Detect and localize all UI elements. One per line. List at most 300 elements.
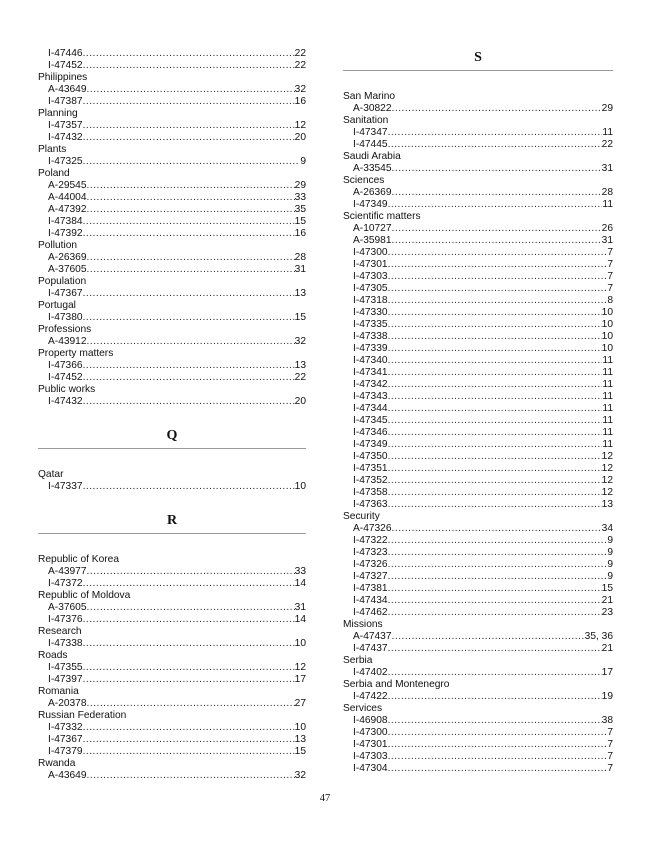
dot-leader [388,427,603,439]
index-entry [343,727,613,739]
entry-page: 10 [601,331,613,342]
entry-page: 13 [294,288,306,299]
index-entry [343,331,613,343]
dot-leader [83,481,295,493]
entry-page: 9 [300,156,306,167]
entry-code: I-47300 [353,727,388,738]
entry-code: I-47379 [48,746,83,757]
index-entry [38,372,306,384]
dot-leader [388,499,602,511]
dot-leader [83,96,295,108]
entry-page: 9 [607,559,613,570]
index-entry [38,566,306,578]
index-entry [343,235,613,247]
entry-code: I-47344 [353,403,388,414]
index-entry [343,535,613,547]
index-entry [38,734,306,746]
dot-leader [388,691,602,703]
index-entry [38,578,306,590]
entry-page: 10 [294,481,306,492]
entry-page: 33 [294,566,306,577]
entry-code: A-26369 [353,187,392,198]
index-entry [343,487,613,499]
dot-leader [388,127,603,139]
entry-code: I-47432 [48,132,83,143]
entry-code: I-47342 [353,379,388,390]
entry-page: 7 [607,259,613,270]
entry-code: I-47434 [353,595,388,606]
index-entry [343,583,613,595]
dot-leader [83,578,295,590]
entry-code: A-37605 [48,264,87,275]
index-entry [38,698,306,710]
entry-code: I-47367 [48,288,83,299]
index-term: Professions [38,324,92,335]
index-term: Republic of Korea [38,554,119,565]
dot-leader [83,216,295,228]
entry-page: 31 [294,264,306,275]
index-group [343,511,613,619]
entry-page: 15 [294,746,306,757]
index-group [343,91,613,115]
index-entry [343,667,613,679]
entry-page: 7 [607,739,613,750]
dot-leader [388,367,603,379]
entry-page: 22 [294,372,306,383]
index-term: Scientific matters [343,211,421,222]
index-group [38,300,306,324]
entry-code: A-30822 [353,103,392,114]
entry-code: I-47332 [48,722,83,733]
dot-leader [83,120,295,132]
entry-page: 31 [601,163,613,174]
index-entry [343,307,613,319]
entry-page: 11 [602,391,613,402]
entry-page: 38 [601,715,613,726]
entry-page: 7 [607,727,613,738]
dot-leader [87,252,295,264]
entry-page: 29 [601,103,613,114]
entry-code: I-47346 [353,427,388,438]
letter-section [38,48,306,408]
dot-leader [392,631,585,643]
dot-leader [388,391,603,403]
entry-page: 32 [294,770,306,781]
index-group [38,686,306,710]
entry-code: I-47351 [353,463,388,474]
entry-page: 20 [294,396,306,407]
dot-leader [388,583,602,595]
index-entry [38,156,306,168]
entry-page: 22 [294,60,306,71]
letter-section [38,408,306,493]
index-entry [38,722,306,734]
entry-page: 7 [607,247,613,258]
index-group [38,108,306,144]
index-entry [343,547,613,559]
index-entry [343,379,613,391]
index-entry [343,715,613,727]
entry-code: I-47323 [353,547,388,558]
dot-leader [83,48,295,60]
index-term: Sanitation [343,115,389,126]
entry-page: 31 [601,235,613,246]
dot-leader [392,223,602,235]
dot-leader [87,770,295,782]
index-group [38,324,306,348]
dot-leader [83,396,295,408]
index-entry [343,415,613,427]
index-entry [343,283,613,295]
entry-code: A-35981 [353,235,392,246]
dot-leader [388,463,602,475]
index-entry [38,120,306,132]
entry-page: 32 [294,84,306,95]
entry-page: 35, 36 [584,631,613,642]
entry-code: I-47437 [353,643,388,654]
dot-leader [388,607,602,619]
entry-page: 8 [607,295,613,306]
entry-code: I-47349 [353,199,388,210]
dot-leader [83,734,295,746]
index-entry [343,163,613,175]
entry-code: A-37605 [48,602,87,613]
dot-leader [83,132,295,144]
index-entry [343,199,613,211]
entry-page: 15 [601,583,613,594]
entry-code: A-47437 [353,631,392,642]
index-entry [343,499,613,511]
entry-code: I-47318 [353,295,388,306]
index-group [38,144,306,168]
index-entry [38,96,306,108]
dot-leader [388,715,602,727]
index-entry [343,295,613,307]
index-entry [38,770,306,782]
index-entry [38,674,306,686]
entry-page: 27 [294,698,306,709]
index-term: Services [343,703,383,714]
index-entry [38,204,306,216]
entry-code: I-47452 [48,372,83,383]
index-entry [38,396,306,408]
index-entry [343,247,613,259]
index-term: Planning [38,108,78,119]
index-entry [38,336,306,348]
dot-leader [388,727,608,739]
dot-leader [388,595,602,607]
dot-leader [388,259,608,271]
entry-code: I-47392 [48,228,83,239]
entry-code: A-47326 [353,523,392,534]
entry-code: I-47322 [353,535,388,546]
index-group [38,650,306,686]
index-entry [38,602,306,614]
index-group [38,590,306,626]
index-entry [38,228,306,240]
entry-page: 11 [602,367,613,378]
index-entry [343,751,613,763]
entry-page: 12 [294,120,306,131]
index-entry [343,571,613,583]
dot-leader [388,739,608,751]
dot-leader [388,403,603,415]
entry-code: I-47349 [353,439,388,450]
entry-code: I-47350 [353,451,388,462]
index-group [343,703,613,775]
dot-leader [392,103,602,115]
dot-leader [83,372,295,384]
index-group [38,554,306,590]
entry-code: I-47358 [353,487,388,498]
dot-leader [87,264,295,276]
index-term: Research [38,626,82,637]
dot-leader [87,204,295,216]
dot-leader [388,343,602,355]
index-term: Roads [38,650,68,661]
entry-page: 19 [601,691,613,702]
dot-leader [392,235,602,247]
index-entry [38,638,306,650]
index-term: Republic of Moldova [38,590,131,601]
entry-code: A-33545 [353,163,392,174]
entry-page: 17 [294,674,306,685]
dot-leader [388,763,608,775]
index-entry [343,403,613,415]
index-entry [38,360,306,372]
entry-code: A-26369 [48,252,87,263]
entry-code: I-47446 [48,48,83,59]
entry-code: A-43649 [48,770,87,781]
index-entry [343,451,613,463]
index-entry [343,439,613,451]
dot-leader [87,566,295,578]
index-entry [343,223,613,235]
entry-code: I-47301 [353,739,388,750]
index-entry [343,139,613,151]
entry-page: 20 [294,132,306,143]
dot-leader [388,319,602,331]
entry-page: 22 [294,48,306,59]
index-entry [38,746,306,758]
index-group [38,626,306,650]
entry-code: I-47303 [353,271,388,282]
entry-code: I-47327 [353,571,388,582]
dot-leader [388,451,602,463]
entry-page: 23 [601,607,613,618]
index-term: Philippines [38,72,88,83]
index-entry [343,319,613,331]
dot-leader [388,247,608,259]
letter-heading: S [343,50,613,71]
index-term: Missions [343,619,383,630]
dot-leader [87,84,295,96]
index-entry [343,559,613,571]
dot-leader [388,751,608,763]
dot-leader [388,559,608,571]
index-entry [343,127,613,139]
index-entry [343,691,613,703]
letter-heading: Q [38,428,306,449]
entry-code: I-47384 [48,216,83,227]
index-group [38,348,306,384]
entry-page: 11 [602,379,613,390]
entry-page: 10 [294,638,306,649]
entry-code: I-47402 [353,667,388,678]
entry-page: 22 [601,139,613,150]
entry-code: I-47335 [353,319,388,330]
index-entry [38,48,306,60]
dot-leader [83,614,295,626]
dot-leader [83,60,295,72]
entry-code: I-47422 [353,691,388,702]
dot-leader [83,228,295,240]
entry-page: 13 [601,499,613,510]
dot-leader [83,360,295,372]
dot-leader [388,295,608,307]
index-group [343,655,613,679]
index-term: Saudi Arabia [343,151,401,162]
entry-page: 31 [294,602,306,613]
entry-code: A-43649 [48,84,87,95]
entry-code: A-47392 [48,204,87,215]
entry-code: I-47372 [48,578,83,589]
entry-page: 11 [602,355,613,366]
entry-page: 33 [294,192,306,203]
entry-code: I-47352 [353,475,388,486]
entry-code: I-47432 [48,396,83,407]
entry-page: 11 [602,415,613,426]
entry-code: I-47301 [353,259,388,270]
index-term: Rwanda [38,758,76,769]
dot-leader [388,199,603,211]
entry-page: 12 [601,451,613,462]
dot-leader [87,698,295,710]
entry-page: 13 [294,734,306,745]
entry-page: 10 [294,722,306,733]
dot-leader [388,535,608,547]
entry-page: 7 [607,751,613,762]
index-entry [343,595,613,607]
dot-leader [83,662,295,674]
entry-code: I-47363 [353,499,388,510]
dot-leader [388,667,602,679]
entry-page: 28 [601,187,613,198]
entry-code: I-47339 [353,343,388,354]
page-number: 47 [319,793,331,804]
entry-page: 32 [294,336,306,347]
index-group [343,211,613,511]
entry-page: 7 [607,283,613,294]
index-entry [343,607,613,619]
index-entry [343,631,613,643]
index-column-right [343,48,613,775]
entry-code: I-47337 [48,481,83,492]
entry-code: I-47300 [353,247,388,258]
index-term: Public works [38,384,96,395]
letter-section [343,50,613,775]
index-entry [38,481,306,493]
entry-code: I-47303 [353,751,388,762]
index-group [343,679,613,703]
entry-page: 11 [602,127,613,138]
index-entry [38,132,306,144]
dot-leader [83,746,295,758]
index-group [38,469,306,493]
entry-page: 12 [601,463,613,474]
dot-leader [388,475,602,487]
dot-leader [392,523,602,535]
index-entry [38,180,306,192]
index-entry [343,523,613,535]
entry-code: I-47347 [353,127,388,138]
entry-code: A-44004 [48,192,87,203]
index-entry [343,355,613,367]
index-entry [38,84,306,96]
dot-leader [388,283,608,295]
dot-leader [388,439,603,451]
index-column-left [38,48,306,782]
index-group [38,168,306,240]
entry-page: 10 [601,343,613,354]
entry-code: A-43912 [48,336,87,347]
entry-code: I-47326 [353,559,388,570]
entry-page: 7 [607,271,613,282]
entry-page: 28 [294,252,306,263]
index-entry [38,288,306,300]
index-term: Pollution [38,240,78,251]
entry-page: 11 [602,403,613,414]
entry-page: 11 [602,439,613,450]
entry-code: I-47325 [48,156,83,167]
dot-leader [83,638,295,650]
entry-page: 12 [601,487,613,498]
dot-leader [83,312,295,324]
entry-page: 14 [294,578,306,589]
dot-leader [87,602,295,614]
entry-page: 10 [601,307,613,318]
entry-page: 34 [601,523,613,534]
dot-leader [388,643,602,655]
entry-page: 14 [294,614,306,625]
dot-leader [388,547,608,559]
index-entry [343,391,613,403]
index-entry [343,343,613,355]
index-term: Plants [38,144,67,155]
entry-code: I-47341 [353,367,388,378]
entry-page: 10 [601,319,613,330]
entry-code: I-47304 [353,763,388,774]
entry-code: I-47376 [48,614,83,625]
index-group [38,72,306,108]
entry-code: I-47345 [353,415,388,426]
letter-heading: R [38,513,306,534]
index-group [343,175,613,211]
dot-leader [388,331,602,343]
entry-code: I-46908 [353,715,388,726]
entry-code: I-47305 [353,283,388,294]
index-term: San Marino [343,91,396,102]
entry-page: 29 [294,180,306,191]
index-entry [343,187,613,199]
entry-page: 15 [294,216,306,227]
index-entry [343,739,613,751]
entry-page: 9 [607,535,613,546]
entry-code: I-47380 [48,312,83,323]
dot-leader [388,355,603,367]
index-group [38,710,306,758]
dot-leader [87,336,295,348]
